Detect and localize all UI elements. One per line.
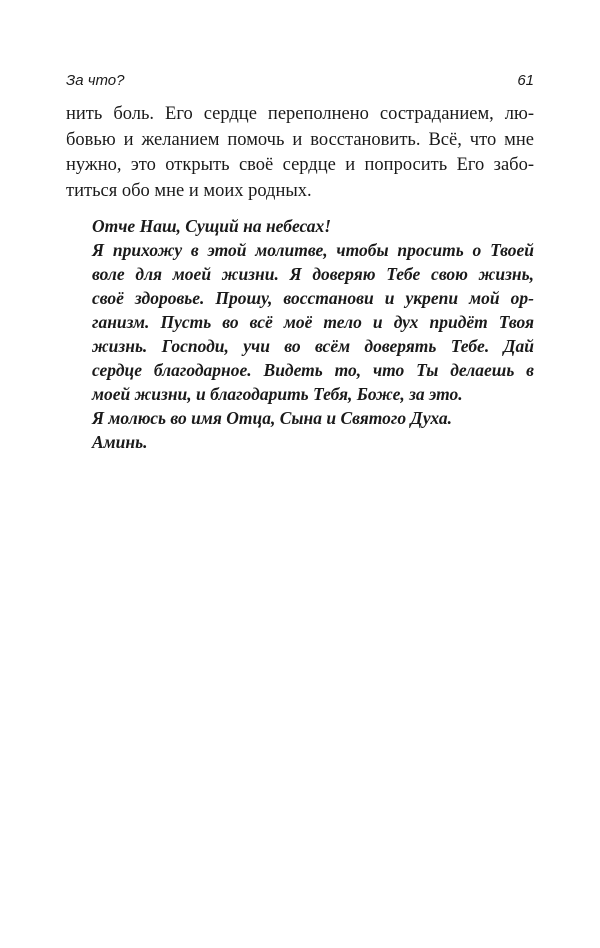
prayer-line: жизнь. Господи, учи во всём доверять Тебе. Дай bbox=[92, 336, 534, 356]
prayer-line: моей жизни, и благодарить Тебя, Боже, за это. bbox=[92, 384, 463, 404]
body-line: нужно, это открыть своё сердце и попросить Его забо- bbox=[66, 155, 534, 175]
prayer-line: Аминь. bbox=[92, 432, 148, 452]
prayer-line: Я молюсь во имя Отца, Сына и Святого Духа. bbox=[92, 408, 453, 428]
prayer-line: сердце благодарное. Видеть то, что Ты делаешь в bbox=[92, 360, 534, 380]
body-paragraph bbox=[66, 102, 534, 204]
prayer-line: воле для моей жизни. Я доверяю Тебе свою жизнь, bbox=[92, 264, 534, 284]
prayer-line: Я прихожу в этой молитве, чтобы просить о Твоей bbox=[92, 240, 534, 260]
prayer-line: ганизм. Пусть во всё моё тело и дух придёт Твоя bbox=[92, 312, 534, 332]
prayer-line: своё здоровье. Прошу, восстанови и укрепи мой ор- bbox=[92, 288, 534, 308]
prayer-block bbox=[92, 214, 534, 454]
chapter-title: За что? bbox=[66, 72, 125, 89]
page-number: 61 bbox=[517, 72, 534, 89]
body-line: нить боль. Его сердце переполнено состраданием, лю- bbox=[66, 104, 534, 124]
body-line: титься обо мне и моих родных. bbox=[66, 180, 312, 201]
body-line: бовью и желанием помочь и восстановить. Всё, что мне bbox=[66, 129, 534, 150]
prayer-line: Отче Наш, Сущий на небесах! bbox=[92, 216, 332, 236]
running-header bbox=[66, 72, 534, 94]
